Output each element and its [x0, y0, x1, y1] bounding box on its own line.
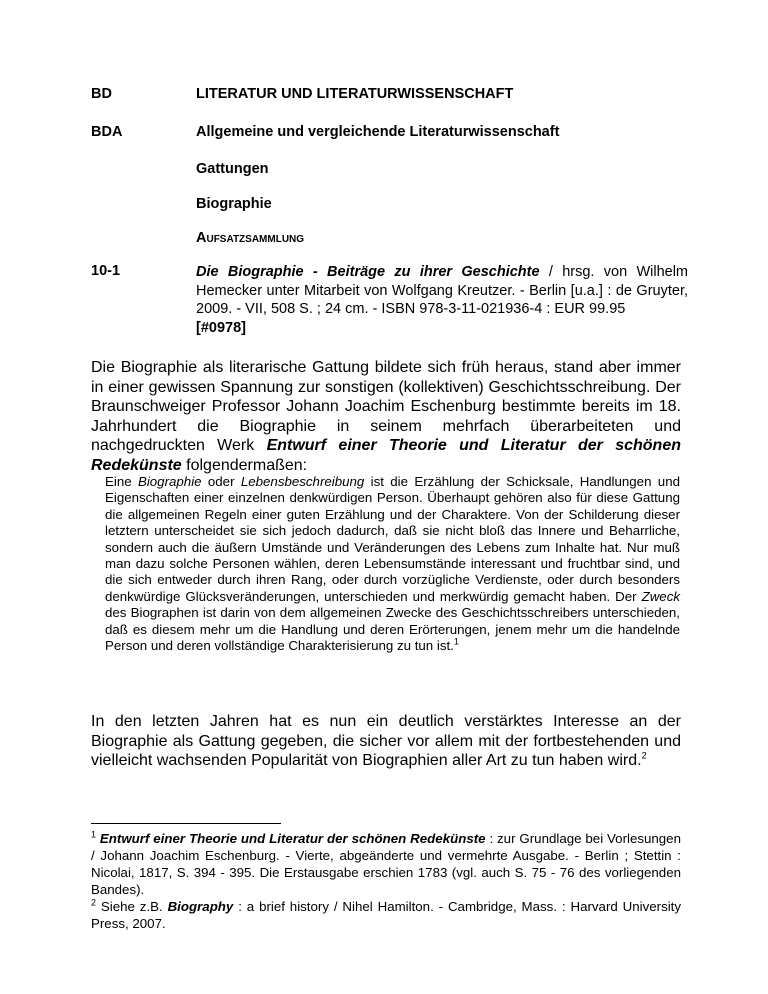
quote-term: Biographie — [137, 474, 202, 489]
entry-ref: [#0978] — [196, 319, 246, 336]
quote-term: Zweck — [641, 588, 680, 604]
closing-text: In den letzten Jahren hat es nun ein deutlich verstärktes Interesse an der Biographie als Gattung gegeben, die sicher vor allem mit der fortbestehenden und vielleicht wachsenden Popularität von Biographien aller Art zu tun haben wird. — [91, 713, 681, 770]
footnote-number: 2 — [91, 897, 97, 908]
header-title: Biographie — [196, 196, 272, 212]
footnotes — [91, 830, 681, 932]
quote-text: des Biographen ist darin von dem allgemeinen Zwecke des Geschichtsschreibers unterschieden, daß es diesem mehr um die Handlung und deren Erörterungen, jenem mehr um die handelnde Person und deren vollständige Charakterisierung zu tun ist. — [105, 605, 680, 654]
header-title: LITERATUR UND LITERATURWISSENSCHAFT — [196, 86, 514, 102]
footnote-text: : zur Grundlage bei Vorlesungen / Johann Joachim Eschenburg. - Vierte, abgeänderte und vermehrte Ausgabe. - Berlin ; Stettin : Nicolai, 1817, S. 394 - 395. Die Erstausgabe erschien 1783 (vgl. auch S. 75 - 76 des vorliegenden Bandes). — [91, 831, 681, 897]
footnote-number: 1 — [91, 829, 97, 840]
header-title: Allgemeine und vergleichende Literaturwissenschaft — [196, 124, 560, 140]
block-quote — [105, 474, 680, 654]
entry-biblio: / hrsg. von Wilhelm Hemecker unter Mitarbeit von Wolfgang Kreutzer. - Berlin [u.a.] : de Gruyter, 2009. - VII, 508 S. ; 24 cm. - ISBN 978-3-11-021936-4 : EUR 99.95 — [196, 264, 688, 317]
quote-term: Lebensbeschreibung — [240, 474, 365, 489]
header-title: Aufsatzsammlung — [196, 230, 305, 246]
intro-work-title: Entwurf einer Theorie und Literatur der schönen Redekünste — [91, 437, 682, 474]
intro-paragraph — [91, 358, 681, 476]
footnote-title: Biography — [167, 899, 234, 914]
footnote-divider — [91, 823, 281, 824]
footnote-pre: Siehe z.B. — [96, 899, 168, 914]
quote-text: ist die Erzählung der Schicksale, Handlungen und Eigenschaften einer einzelnen denkwürdigen Person. Überhaupt gehören also für diese Gattung die allgemeinen Regeln einer guten Erzählung und der Charaktere. Von der Schilderung dieser letztern unterscheidet sie sich jedoch dadurch, daß sie nicht bloß das Innere und Beharrliche, sondern auch die äußern Umstände und Veränderungen des Lebens zum Inhalte hat. Nur muß man dazu solche Personen wählen, deren Lebensumstände interessant und fruchtbar sind, und die sich entweder durch ihren Rang, oder durch vorzügliche Verdienste, oder durch besonders denkwürdige Glücksveränderungen, unterschieden und merkwürdig gemacht haben. Der — [105, 474, 680, 604]
footnote-ref[interactable]: 1 — [453, 636, 459, 647]
entry-title: Die Biographie - Beiträge zu ihrer Geschichte — [196, 264, 540, 280]
quote-text: oder — [201, 474, 241, 489]
footnote-1 — [91, 830, 681, 898]
intro-tail: folgendermaßen: — [181, 456, 308, 474]
header-code: BD — [91, 86, 112, 102]
entry-number: 10-1 — [91, 263, 121, 279]
intro-text: Die Biographie als literarische Gattung bildete sich früh heraus, stand aber immer in einer gewissen Spannung zur sonstigen (kollektiven) Geschichtsschreibung. Der Braunschweiger Professor Johann Joachim Eschenburg bestimmte bereits im 18. Jahrhundert die Biographie in seinem mehrfach überarbeiteten und nachgedruckten Werk — [91, 359, 681, 455]
footnote-ref[interactable]: 2 — [641, 750, 647, 761]
header-code: BDA — [91, 124, 123, 140]
footnote-title: Entwurf einer Theorie und Literatur der schönen Redekünste — [99, 831, 486, 846]
header-title: Gattungen — [196, 161, 269, 177]
closing-paragraph — [91, 712, 681, 771]
footnote-text: : a brief history / Nihel Hamilton. - Cambridge, Mass. : Harvard University Press, 2007. — [91, 899, 682, 931]
entry-body — [196, 263, 688, 337]
quote-text: Eine — [105, 474, 138, 489]
footnote-2 — [91, 898, 681, 932]
